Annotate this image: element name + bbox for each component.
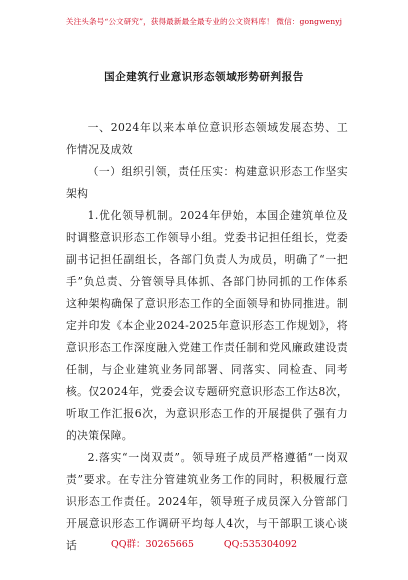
body-paragraph: 1.优化领导机制。2024年伊始，本国企建筑单位及时调整意识形态工作领导小组。党委书记担任组长，党委副书记担任副组长，各部门负责人为成员，明确了“一把手”负总责、分管领导具体抓、各部门协同抓的工作体系这种架构确保了意识形态工作的全面领导和协同推进。制定并印发《本企业2024-2025年意识形态工作规划》，将意识形态工作深度融入党建工作责任制和党风廉政建设责任制，与企业建筑业务同部署、同落实、同检查、同考核。仅2024年，党委会议专题研究意识形态工作达8次，听取工作汇报6次，为意识形态工作的开展提供了强有力的决策保障。 (66, 209, 348, 442)
header-banner: 关注头条号“公文研究”，获得最新最全最专业的公文资料库！ 微信：gongwenyj (65, 17, 343, 26)
body-paragraph: 2.落实“一岗双责”。领导班子成员严格遵循“一岗双责”要求。在专注分管建筑业务工作的同时，积极履行意识形态工作责任。2024年，领导班子成员深入分管部门开展意识形态工作调研平均每人4次，与干部职工谈心谈话 (66, 451, 348, 552)
document-body (66, 117, 348, 557)
document-title: 国企建筑行业意识形态领域形势研判报告 (104, 71, 304, 83)
footer (0, 536, 408, 550)
subsection-heading: （一）组织引领，责任压实：构建意识形态工作坚实架构 (66, 165, 348, 200)
section-heading: 一、2024年以来本单位意识形态领域发展态势、工作情况及成效 (66, 121, 348, 156)
footer-qq-group: QQ群：30265665 (110, 539, 194, 550)
footer-qq: QQ:535304092 (223, 539, 298, 550)
